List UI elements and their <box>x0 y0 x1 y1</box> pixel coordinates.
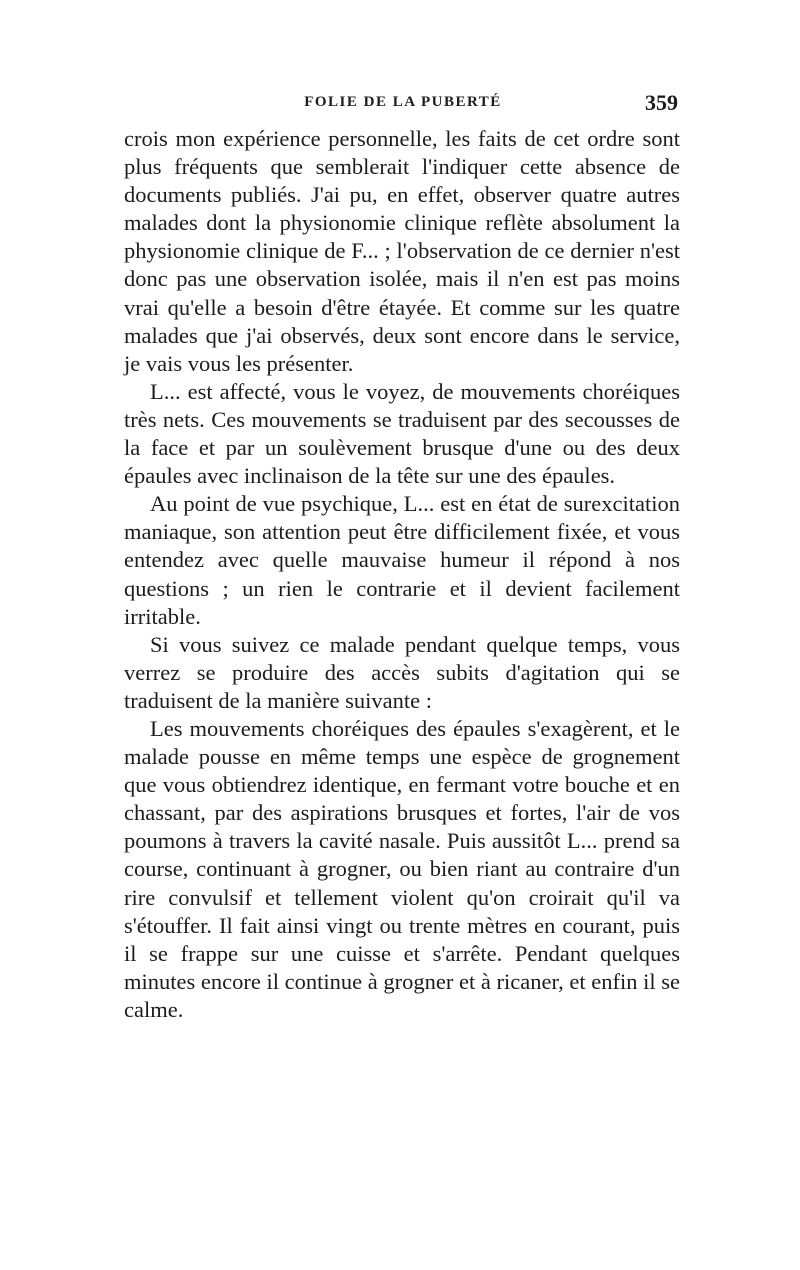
paragraph-2: L... est affecté, vous le voyez, de mouvements choréiques très nets. Ces mouvements se traduisent par des secousses de la face et par un soulèvement brusque d'une ou des deux épaules avec inclinaison de la tête sur une des épaules. <box>124 378 680 489</box>
paragraph-1: crois mon expérience personnelle, les faits de cet ordre sont plus fréquents que semblerait l'indiquer cette absence de documents publiés. J'ai pu, en effet, observer quatre autres malades dont la physionomie clinique reflète absolument la physionomie clinique de F... ; l'observation de ce dernier n'est donc pas une observation isolée, mais il n'en est pas moins vrai qu'elle a besoin d'être étayée. Et comme sur les quatre malades que j'ai observés, deux sont encore dans le service, je vais vous les présenter. <box>124 126 680 376</box>
body-text <box>124 125 680 1024</box>
page-number: 359 <box>645 90 678 115</box>
paragraph-3: Au point de vue psychique, L... est en état de surexcitation maniaque, son attention peut être difficilement fixée, et vous entendez avec quelle mauvaise humeur il répond à nos questions ; un rien le contrarie et il devient facilement irritable. <box>124 491 680 629</box>
page-header <box>128 90 678 116</box>
paragraph-5: Les mouvements choréiques des épaules s'exagèrent, et le malade pousse en même temps une espèce de grognement que vous obtiendrez identique, en fermant votre bouche et en chassant, par des aspirations brusques et fortes, l'air de vos poumons à travers la cavité nasale. Puis aussitôt L... prend sa course, continuant à grogner, ou bien riant au contraire d'un rire convulsif et tellement violent qu'on croirait qu'il va s'étouffer. Il fait ainsi vingt ou trente mètres en courant, puis il se frappe sur une cuisse et s'arrête. Pendant quelques minutes encore il continue à grogner et à ricaner, et enfin il se calme. <box>124 715 680 1022</box>
running-title: FOLIE DE LA PUBERTÉ <box>304 94 502 110</box>
paragraph-4: Si vous suivez ce malade pendant quelque temps, vous verrez se produire des accès subits d'agitation qui se traduisent de la manière suivante : <box>124 631 680 713</box>
